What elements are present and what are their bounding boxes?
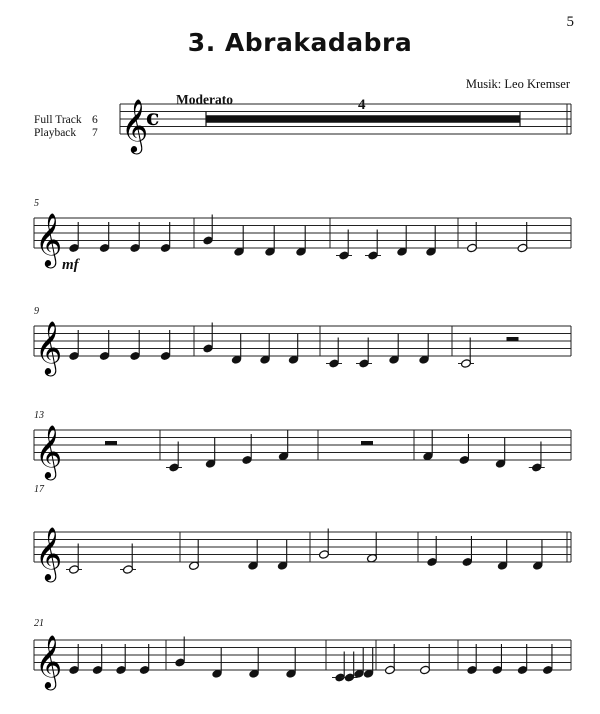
full-track-number: 6: [92, 114, 98, 126]
full-track-text: Full Track: [34, 114, 82, 126]
treble-clef-icon: 𝄞: [35, 424, 63, 478]
treble-clef-icon: 𝄞: [35, 526, 63, 580]
measure-number-21: 21: [34, 618, 44, 629]
measure-number-13: 13: [34, 410, 44, 421]
dynamic-marking: mf: [62, 257, 79, 273]
treble-clef-icon: 𝄞: [35, 320, 63, 374]
treble-clef-icon: 𝄞: [35, 212, 63, 266]
page-number: 5: [566, 14, 574, 30]
playback-number: 7: [92, 127, 98, 139]
half-rest-icon: [507, 337, 519, 341]
treble-clef-icon: 𝄞: [35, 634, 63, 688]
half-rest-icon: [105, 441, 117, 445]
treble-clef-icon: 𝄞: [121, 98, 149, 152]
measure-number-9: 9: [34, 306, 39, 317]
time-signature: c: [146, 105, 160, 131]
playback-text: Playback: [34, 127, 77, 139]
piece-title: 3. Abrakadabra: [187, 28, 413, 57]
half-rest-icon: [361, 441, 373, 445]
multirest-count: 4: [358, 97, 366, 113]
measure-number-17: 17: [34, 484, 44, 495]
tempo-marking: Moderato: [176, 92, 233, 107]
composer-credit: Musik: Leo Kremser: [465, 77, 570, 91]
measure-number-5: 5: [34, 198, 39, 209]
multirest-bar: [206, 115, 520, 123]
